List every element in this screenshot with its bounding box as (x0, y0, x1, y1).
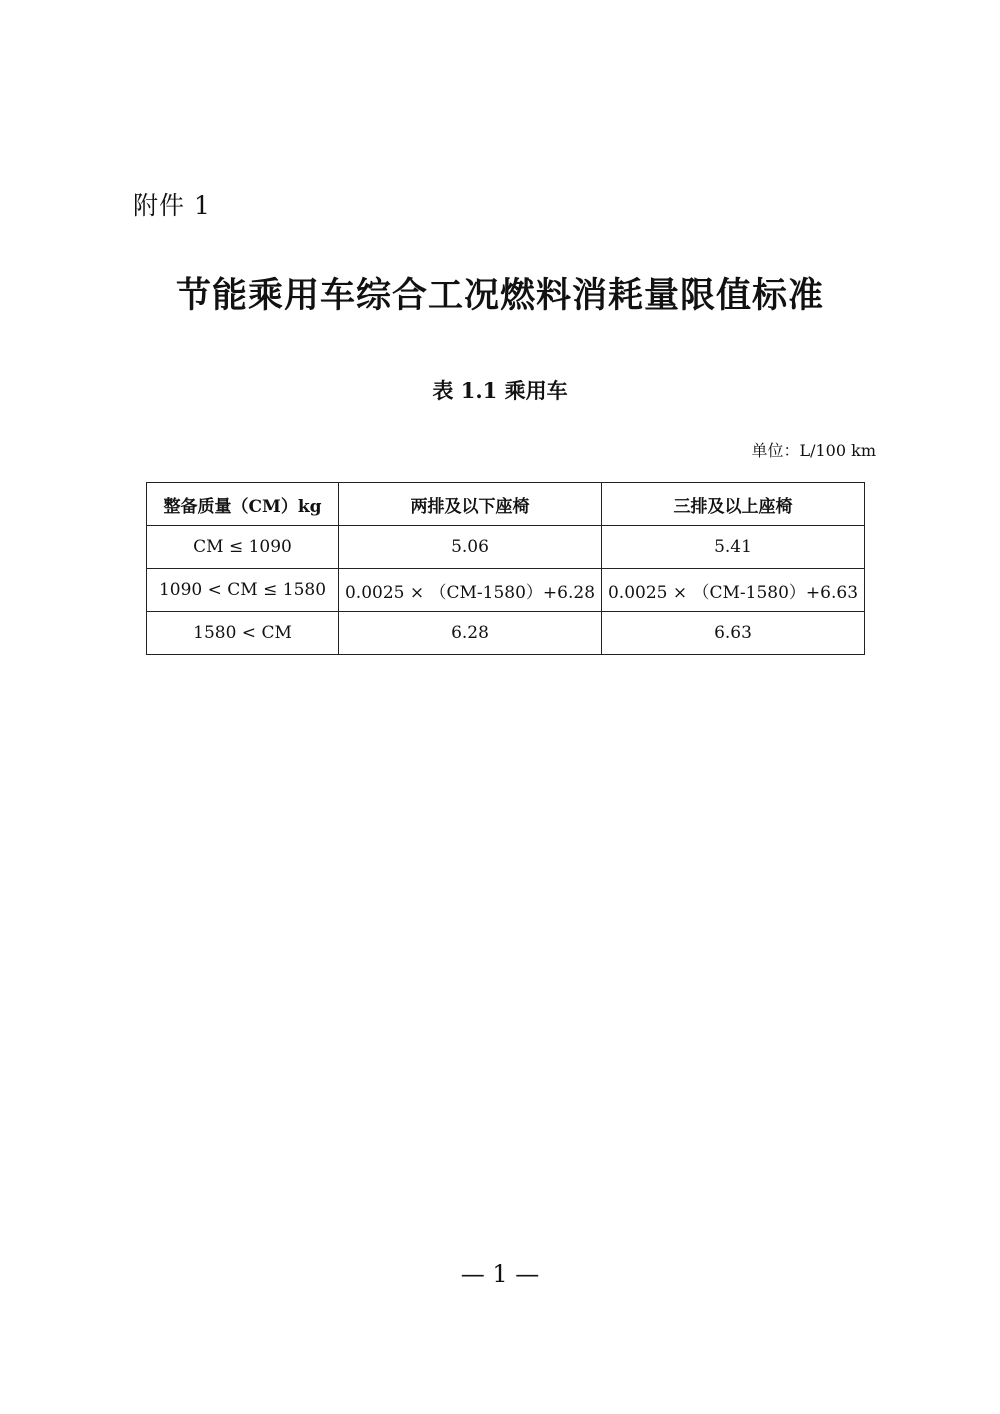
mass-range-cell: CM ≤ 1090 (147, 526, 339, 569)
table-caption: 表 1.1 乘用车 (432, 378, 568, 403)
header-curb-mass: 整备质量（CM）kg (147, 483, 339, 526)
mass-range-cell: 1580 < CM (147, 612, 339, 655)
two-rows-limit-cell: 0.0025 × （CM-1580）+6.28 (339, 569, 602, 612)
table-row (147, 569, 865, 612)
document-title: 节能乘用车综合工况燃料消耗量限值标准 (175, 275, 824, 316)
fuel-consumption-table (146, 482, 865, 655)
two-rows-limit-cell: 5.06 (339, 526, 602, 569)
table-header-row (147, 483, 865, 526)
table-row (147, 612, 865, 655)
attachment-label: 附件 1 (133, 191, 211, 220)
three-rows-limit-cell: 0.0025 × （CM-1580）+6.63 (602, 569, 865, 612)
page-number: — 1 — (460, 1260, 540, 1288)
mass-range-cell: 1090 < CM ≤ 1580 (147, 569, 339, 612)
three-rows-limit-cell: 5.41 (602, 526, 865, 569)
two-rows-limit-cell: 6.28 (339, 612, 602, 655)
header-three-rows-or-more: 三排及以上座椅 (602, 483, 865, 526)
unit-label: 单位：L/100 km (751, 441, 876, 460)
three-rows-limit-cell: 6.63 (602, 612, 865, 655)
table-row (147, 526, 865, 569)
header-two-rows-or-less: 两排及以下座椅 (339, 483, 602, 526)
